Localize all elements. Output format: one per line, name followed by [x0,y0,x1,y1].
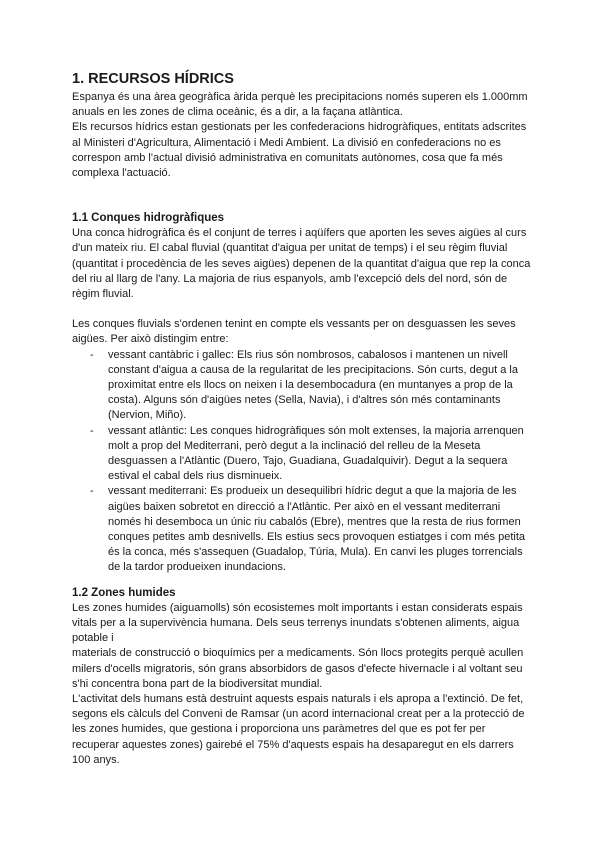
section-1-paragraph-1: Espanya és una àrea geogràfica àrida perquè les precipitacions només superen els 1.000mm anuals en les zones de clima oceànic, és a dir, a la façana atlàntica. [72,91,528,119]
spacer [72,576,532,586]
section-1-2-paragraph-1a: Les zones humides (aiguamolls) són ecosistemes molt importants i estan considerats espais vitals per a la supervivència humana. Dels seus terrenys inundats s'obtenen aliments, aigua potable i [72,601,523,645]
section-1-title: 1. RECURSOS HÍDRICS [72,71,234,87]
spacer [72,181,532,211]
list-item-text: vessant cantàbric i gallec: Els rius són nombrosos, cabalosos i mantenen un nivell constant d'aigua a causa de la regularitat de les precipitacions. Són curts, degut a la proximitat entre els llocs on neixen i la desembocadura (en muntanyes a prop de la costa). Alguns són d'aigües netes (Sella, Navia), i d'altres són més contaminants (Nervion, Miño). [108,348,518,422]
list-dash-marker: - [90,485,94,498]
section-1-2-title: 1.2 Zones humides [72,586,176,599]
spacer [72,302,532,317]
section-1-1-paragraph-1: Una conca hidrogràfica és el conjunt de terres i aqüífers que aporten les seves aigües al curs d'un mateix riu. El cabal fluvial (quantitat d'aigua per unitat de temps) i el seu règim fluvial (quantitat i procedència de les seves aigües) depenen de la quantitat d'aigua que rep la conca del riu al llarg de l'any. La majoria de rius espanyols, amb l'excepció dels del nord, són de règim fluvial. [72,227,531,301]
list-item-text: vessant atlàntic: Les conques hidrogràfiques són molt extenses, la majoria arrenquen molt a prop del Mediterrani, però degut a la inclinació del relleu de la Meseta desguassen a l'Atlàntic (Duero, Tajo, Guadiana, Guadalquivir). Degut a la sequera estival el cabal dels rius disminueix. [108,424,524,483]
document-page [72,70,532,768]
list-item-cantabric [72,348,532,424]
section-1-1-title: 1.1 Conques hidrogràfiques [72,212,225,225]
section-1-1-paragraph-2: Les conques fluvials s'ordenen tenint en compte els vessants per on desguassen les seves aigües. Per això distingim entre: [72,318,516,346]
slope-list [72,348,532,576]
list-dash-marker: - [90,348,94,361]
list-item-atlantic [72,424,532,485]
list-item-mediterrani [72,484,532,575]
section-1-2-paragraph-1b: materials de construcció o bioquímics per a medicaments. Són llocs protegits perquè acullen milers d'ocells migratoris, són grans absorbidors de gasos d'efecte hivernacle i al voltant seu s'hi concentra bona part de la biodiversitat mundial. [72,647,524,690]
section-1-2-paragraph-2: L'activitat dels humans està destruint aquests espais naturals i els apropa a l'extinció. De fet, segons els càlculs del Conveni de Ramsar (un acord internacional creat per a la protecció de les zones humides, que gestiona i proporciona uns paràmetres del que es pot fer per recuperar aquestes zones) gairebé el 75% d'aquests espais ha desaparegut en els darrers 100 anys. [72,692,525,766]
list-dash-marker: - [90,424,94,437]
section-1-paragraph-2: Els recursos hídrics estan gestionats per les confederacions hidrogràfiques, entitats adscrites al Ministeri d'Agricultura, Alimentació i Medi Ambient. La divisió en confederacions no es correspon amb l'actual divisió administrativa en comunitats autònomes, cosa que fa més complexa l'actuació. [72,121,527,180]
list-item-text: vessant mediterrani: Es produeix un desequilibri hídric degut a que la majoria de les aigües baixen sobretot en direcció a l'Atlàntic. Per això en el vessant mediterrani només hi desemboca un únic riu cabalós (Ebre), mentres que la resta de rius formen conques petites amb desnivells. Els estius secs provoquen estiatges i com més petita és la conca, més s'assequen (Guadalop, Túria, Mula). En canvi les pluges torrencials de la tardor produeixen inundacions. [108,485,525,574]
